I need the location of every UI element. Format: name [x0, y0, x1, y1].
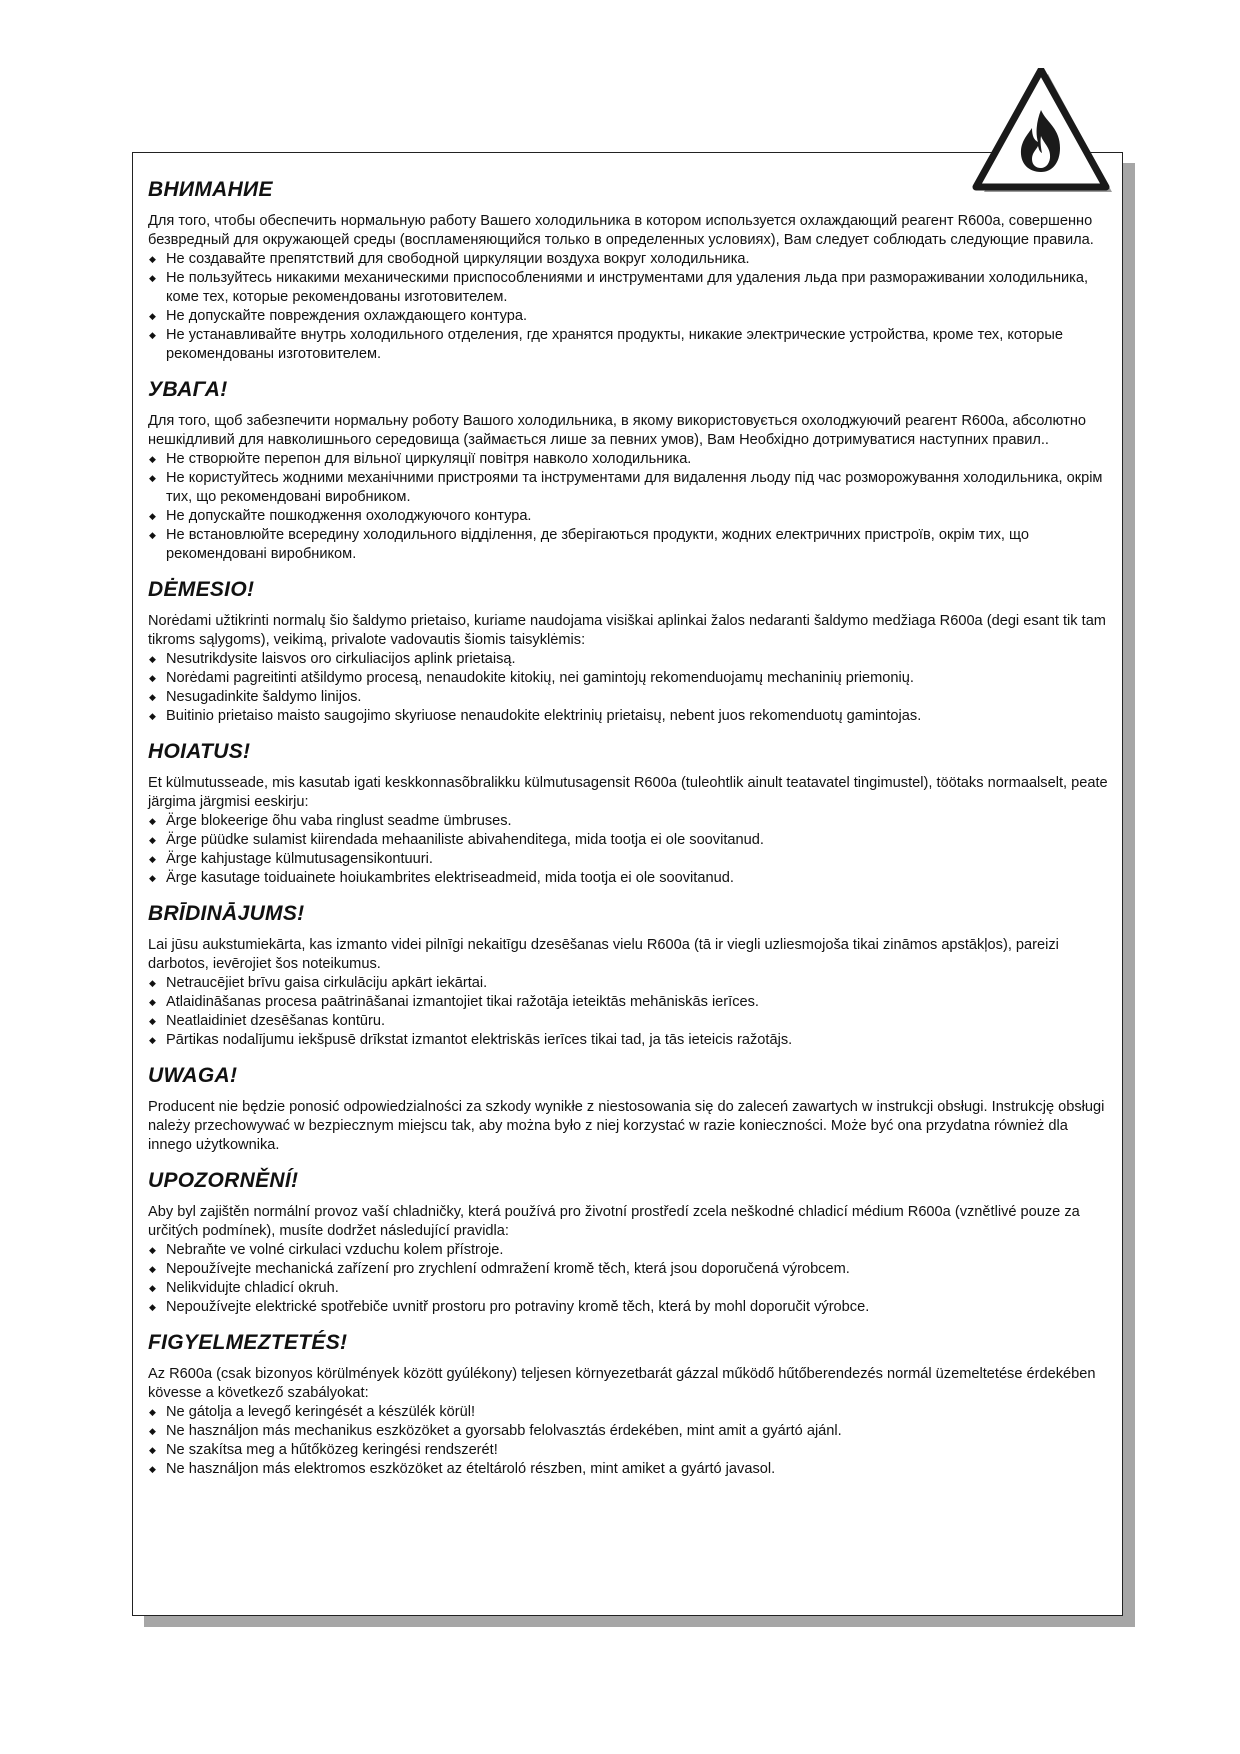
section-intro: Et külmutusseade, mis kasutab igati keskkonnasõbralikku külmutusagensit R600a (tuleohtlik ainult teatavatel tingimustel), töötaks normaalselt, peate järgima järgmisi eeskirju: [148, 775, 1108, 810]
section-intro: Aby byl zajištěn normální provoz vaší chladničky, která používá pro životní prostředí zcela neškodné chladicí médium R600a (vznětlivé pouze za určitých podmínek), musíte dodržet následující pravidla: [148, 1204, 1080, 1239]
rule-item: ◆ Ne szakítsa meg a hűtőközeg keringési rendszerét! [148, 1441, 1108, 1460]
rule-list [148, 1403, 1108, 1479]
section-intro: Для того, чтобы обеспечить нормальную работу Вашего холодильника в котором используется охлаждающий реагент R600a, совершенно безвредный для окружающей среды (воспламеняющийся только в определенных условиях), Вам следует соблюдать следующие правила. [148, 213, 1094, 248]
rule-list [148, 1241, 1108, 1317]
section-russian [148, 178, 1108, 364]
rule-list [148, 650, 1108, 726]
section-lithuanian [148, 578, 1108, 726]
rule-item: ◆ Не допускайте пошкодження охолоджуючого контура. [148, 507, 1108, 526]
rule-item: ◆ Не користуйтесь жодними механічними пристроями та інструментами для видалення льоду під час розморожування холодильника, окрім тих, що рекомендовані виробником. [148, 469, 1108, 507]
rule-item: ◆ Nesutrikdysite laisvos oro cirkuliacijos aplink prietaisą. [148, 650, 1108, 669]
rule-item: ◆ Buitinio prietaiso maisto saugojimo skyriuose nenaudokite elektrinių prietaisų, nebent juos rekomenduotų gamintojas. [148, 707, 1108, 726]
rule-item: ◆ Не создавайте препятствий для свободной циркуляции воздуха вокруг холодильника. [148, 250, 1108, 269]
section-intro: Producent nie będzie ponosić odpowiedzialności za szkody wynikłe z niestosowania się do zaleceń zawartych w instrukcji obsługi. Instrukcję obsługi należy przechowywać w bezpiecznym miejscu tak, aby można było z niej korzystać w razie konieczności. Może być ona przydatna również dla innego użytkownika. [148, 1099, 1105, 1153]
rule-list [148, 974, 1108, 1050]
section-intro: Norėdami užtikrinti normalų šio šaldymo prietaiso, kuriame naudojama visiškai aplinkai žalos nedaranti šaldymo medžiaga R600a (degi esant tik tam tikroms sąlygoms), veikimą, privalote vadovautis šiomis taisyklėmis: [148, 613, 1106, 648]
rule-item: ◆ Atlaidināšanas procesa paātrināšanai izmantojiet tikai ražotāja ieteiktās mehāniskās ierīces. [148, 993, 1108, 1012]
rule-item: ◆ Не створюйте перепон для вільної циркуляції повітря навколо холодильника. [148, 450, 1108, 469]
rule-item: ◆ Nesugadinkite šaldymo linijos. [148, 688, 1108, 707]
section-hungarian [148, 1331, 1108, 1479]
rule-item: ◆ Nebraňte ve volné cirkulaci vzduchu kolem přístroje. [148, 1241, 1108, 1260]
section-heading: BRĪDINĀJUMS! [148, 902, 305, 925]
rule-item: ◆ Neatlaidiniet dzesēšanas kontūru. [148, 1012, 1108, 1031]
rule-item: ◆ Nepoužívejte elektrické spotřebiče uvnitř prostoru pro potraviny kromě těch, která by mohl doporučit výrobce. [148, 1298, 1108, 1317]
rule-item: ◆ Ärge kahjustage külmutusagensikontuuri. [148, 850, 1108, 869]
rule-item: ◆ Ne gátolja a levegő keringését a készülék körül! [148, 1403, 1108, 1422]
rule-item: ◆ Не встановлюйте всередину холодильного відділення, де зберігаються продукти, жодних електричних пристроїв, окрім тих, що рекомендовані виробником. [148, 526, 1108, 564]
section-intro: Az R600a (csak bizonyos körülmények között gyúlékony) teljesen környezetbarát gázzal működő hűtőberendezés normál üzemeltetése érdekében kövesse a következő szabályokat: [148, 1366, 1096, 1401]
rule-list [148, 250, 1108, 364]
rule-list [148, 450, 1108, 564]
section-intro: Для того, щоб забезпечити нормальну роботу Вашого холодильника, в якому використовується охолоджуючий реагент R600a, абсолютно нешкідливий для навколишнього середовища (займається лише за певних умов), Вам Необхідно дотримуватися наступних правил.. [148, 413, 1087, 448]
section-heading: UWAGA! [148, 1064, 238, 1087]
rule-item: ◆ Pārtikas nodalījumu iekšpusē drīkstat izmantot elektriskās ierīces tikai tad, ja tās ieteicis ražotājs. [148, 1031, 1108, 1050]
section-intro: Lai jūsu aukstumiekārta, kas izmanto videi pilnīgi nekaitīgu dzesēšanas vielu R600a (tā ir viegli uzliesmojoša tikai zināmos apstākļos), pareizi darbotos, ievērojiet šos noteikumus. [148, 937, 1059, 972]
section-heading: ВНИМАНИЕ [148, 178, 273, 201]
rule-item: ◆ Netraucējiet brīvu gaisa cirkulāciju apkārt iekārtai. [148, 974, 1108, 993]
rule-item: ◆ Nelikvidujte chladicí okruh. [148, 1279, 1108, 1298]
section-heading: HOIATUS! [148, 740, 251, 763]
section-heading: УВАГА! [148, 378, 228, 401]
rule-item: ◆ Ne használjon más mechanikus eszközöket a gyorsabb felolvasztás érdekében, mint amit a gyártó ajánl. [148, 1422, 1108, 1441]
rule-list [148, 812, 1108, 888]
rule-item: ◆ Не допускайте повреждения охлаждающего контура. [148, 307, 1108, 326]
rule-item: ◆ Ne használjon más elektromos eszközöket az ételtároló részben, mint amiket a gyártó javasol. [148, 1460, 1108, 1479]
section-latvian [148, 902, 1108, 1050]
rule-item: ◆ Не пользуйтесь никакими механическими приспособлениями и инструментами для удаления льда при размораживании холодильника, коме тех, которые рекомендованы изготовителем. [148, 269, 1108, 307]
section-heading: UPOZORNĚNÍ! [148, 1169, 299, 1192]
rule-item: ◆ Norėdami pagreitinti atšildymo procesą, nenaudokite kitokių, nei gamintojų rekomenduojamų mechaninių priemonių. [148, 669, 1108, 688]
rule-item: ◆ Ärge kasutage toiduainete hoiukambrites elektriseadmeid, mida tootja ei ole soovitanud. [148, 869, 1108, 888]
section-heading: FIGYELMEZTETÉS! [148, 1331, 348, 1354]
section-czech [148, 1169, 1108, 1317]
section-estonian [148, 740, 1108, 888]
section-ukrainian [148, 378, 1108, 564]
rule-item: ◆ Ärge püüdke sulamist kiirendada mehaaniliste abivahenditega, mida tootja ei ole soovitanud. [148, 831, 1108, 850]
rule-item: ◆ Ärge blokeerige õhu vaba ringlust seadme ümbruses. [148, 812, 1108, 831]
rule-item: ◆ Nepoužívejte mechanická zařízení pro zrychlení odmražení kromě těch, která jsou doporučená výrobcem. [148, 1260, 1108, 1279]
warnings-content [148, 178, 1108, 1493]
rule-item: ◆ Не устанавливайте внутрь холодильного отделения, где хранятся продукты, никакие электрические устройства, кроме тех, которые рекомендованы изготовителем. [148, 326, 1108, 364]
section-heading: DĖMESIO! [148, 578, 255, 601]
section-polish [148, 1064, 1108, 1155]
